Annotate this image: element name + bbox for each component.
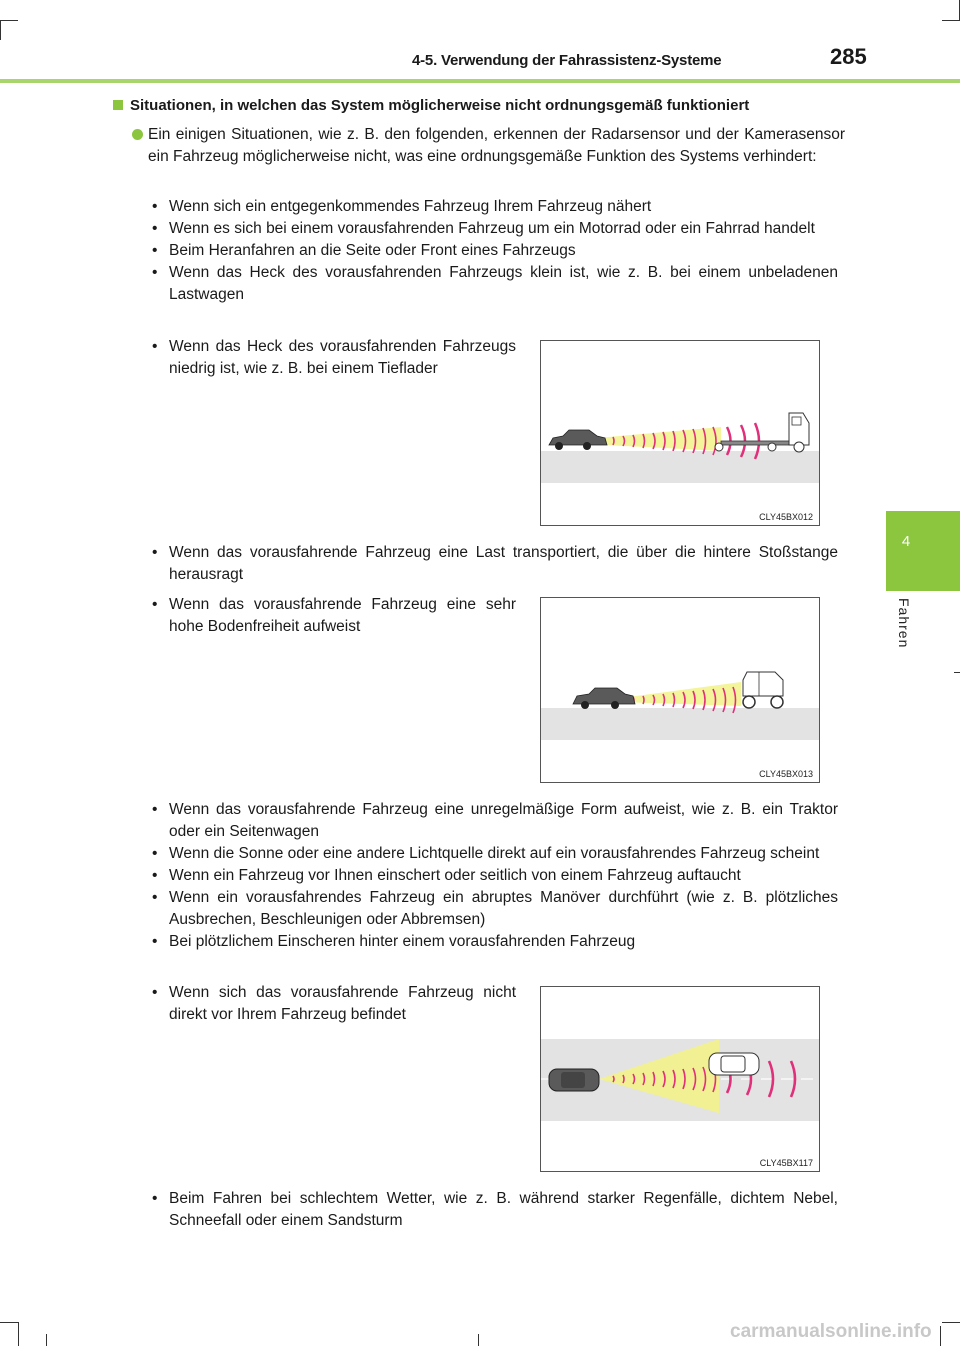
bullet-list-2 xyxy=(148,542,838,586)
crop-mark xyxy=(18,1322,19,1346)
watermark: carmanualsonline.info xyxy=(730,1321,932,1342)
crop-mark xyxy=(46,1334,47,1346)
list-item: • Wenn die Sonne oder eine andere Lichtquelle direkt auf ein vorausfahrendes Fahrzeug scheint xyxy=(148,843,838,865)
crop-mark xyxy=(940,1326,941,1346)
page-number: 285 xyxy=(830,44,867,69)
bullet-list-fig2 xyxy=(148,594,516,638)
chapter-number: 4 xyxy=(901,533,911,550)
figure-3-illustration xyxy=(541,987,819,1171)
crop-mark xyxy=(0,20,18,21)
list-item: • Wenn ein vorausfahrendes Fahrzeug ein abruptes Manöver durchführt (wie z. B. plötzliches Ausbrechen, Beschleunigen oder Abbremsen) xyxy=(148,887,838,931)
figure-offset-vehicle xyxy=(540,986,820,1172)
list-item: • Bei plötzlichem Einscheren hinter einem vorausfahrenden Fahrzeug xyxy=(148,931,838,953)
list-item: • Wenn es sich bei einem vorausfahrenden Fahrzeug um ein Motorrad oder ein Fahrrad handelt xyxy=(148,218,838,240)
chapter-tab xyxy=(886,511,960,591)
crop-mark xyxy=(954,672,960,673)
list-item: • Wenn das vorausfahrende Fahrzeug eine unregelmäßige Form aufweist, wie z. B. ein Traktor oder ein Seitenwagen xyxy=(148,799,838,843)
intro-text: Ein einigen Situationen, wie z. B. den folgenden, erkennen der Radarsensor und der Kamerasensor ein Fahrzeug möglicherweise nicht, was eine ordnungsgemäße Funktion des Systems verhindert: xyxy=(148,126,845,165)
bullet-list-4 xyxy=(148,1188,838,1232)
figure-code: CLY45BX012 xyxy=(759,512,813,522)
list-item: • Wenn das vorausfahrende Fahrzeug eine Last transportiert, die über die hintere Stoßstange herausragt xyxy=(148,542,838,586)
section-heading xyxy=(113,97,749,114)
bullet-list-1 xyxy=(148,196,838,306)
list-item: • Wenn sich das vorausfahrende Fahrzeug nicht direkt vor Ihrem Fahrzeug befindet xyxy=(148,982,516,1026)
bullet-list-fig3 xyxy=(148,982,516,1026)
figure-code: CLY45BX013 xyxy=(759,769,813,779)
figure-high-clearance-vehicle xyxy=(540,597,820,783)
bullet-list-fig1 xyxy=(148,336,516,380)
round-bullet-icon xyxy=(132,129,143,140)
header-section-title: 4-5. Verwendung der Fahrassistenz-Systeme xyxy=(412,52,722,69)
list-item: • Beim Heranfahren an die Seite oder Front eines Fahrzeugs xyxy=(148,240,838,262)
intro-paragraph xyxy=(130,124,845,168)
list-item: • Wenn sich ein entgegenkommendes Fahrzeug Ihrem Fahrzeug nähert xyxy=(148,196,838,218)
list-item: • Wenn das vorausfahrende Fahrzeug eine sehr hohe Bodenfreiheit aufweist xyxy=(148,594,516,638)
crop-mark xyxy=(478,1334,479,1346)
bullet-list-3 xyxy=(148,799,838,953)
figure-low-rear-truck xyxy=(540,340,820,526)
chapter-label: Fahren xyxy=(896,598,912,649)
crop-mark xyxy=(0,20,1,40)
figure-code: CLY45BX117 xyxy=(759,1158,813,1168)
list-item: • Wenn das Heck des vorausfahrenden Fahrzeugs klein ist, wie z. B. bei einem unbeladenen Lastwagen xyxy=(148,262,838,306)
list-item: • Wenn ein Fahrzeug vor Ihnen einschert oder seitlich von einem Fahrzeug auftaucht xyxy=(148,865,838,887)
list-item: • Wenn das Heck des vorausfahrenden Fahrzeugs niedrig ist, wie z. B. bei einem Tieflader xyxy=(148,336,516,380)
list-item: • Beim Fahren bei schlechtem Wetter, wie z. B. während starker Regenfälle, dichtem Nebel, Schneefall oder einem Sandsturm xyxy=(148,1188,838,1232)
crop-mark xyxy=(942,1322,960,1323)
section-heading-text: Situationen, in welchen das System möglicherweise nicht ordnungsgemäß funktioniert xyxy=(130,97,750,114)
figure-1-illustration xyxy=(541,341,819,525)
crop-mark xyxy=(0,1322,18,1323)
square-bullet-icon xyxy=(113,100,123,110)
crop-mark xyxy=(942,20,960,21)
figure-2-illustration xyxy=(541,598,819,782)
header-rule xyxy=(0,79,960,83)
